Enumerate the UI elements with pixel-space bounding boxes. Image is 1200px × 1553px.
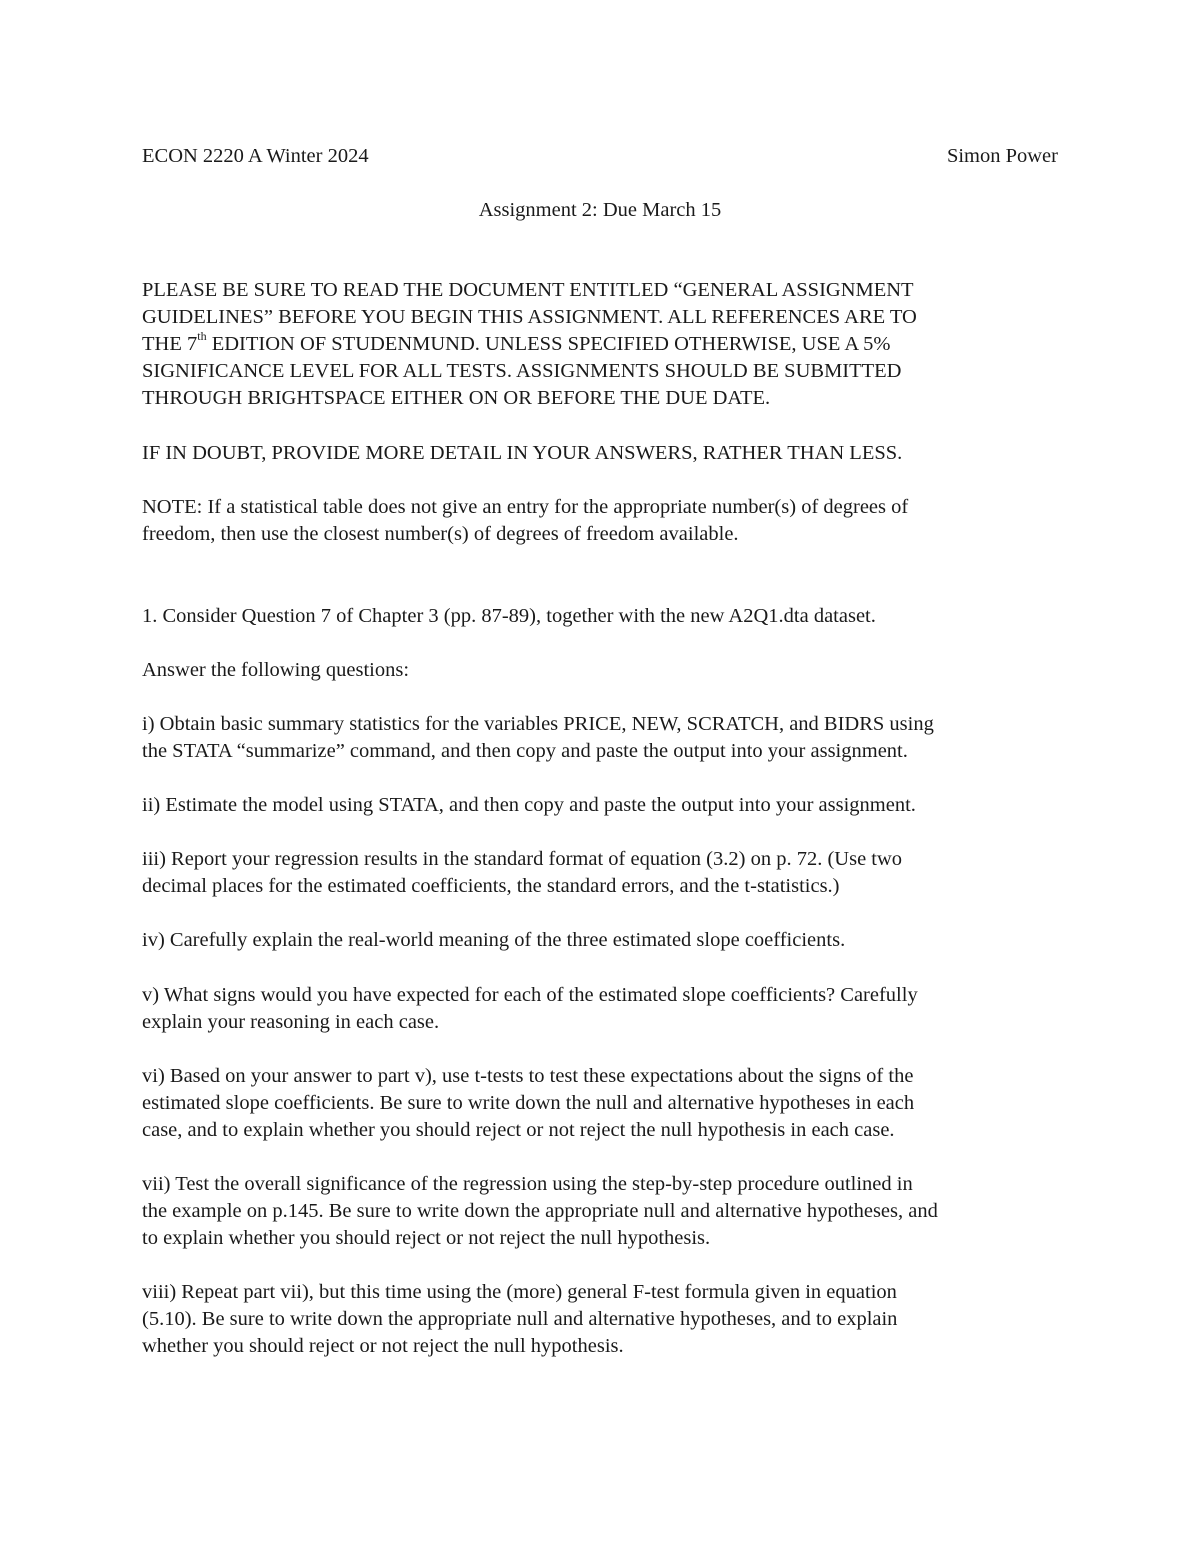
part-line: ii) Estimate the model using STATA, and then copy and paste the output into your assignment. xyxy=(142,794,916,816)
question-part xyxy=(142,846,1062,900)
question-part xyxy=(142,1063,1062,1144)
part-line: iv) Carefully explain the real-world meaning of the three estimated slope coefficients. xyxy=(142,929,846,951)
question-part xyxy=(142,792,1062,819)
document-header xyxy=(142,143,1058,171)
guidelines-line: GUIDELINES” BEFORE YOU BEGIN THIS ASSIGNMENT. ALL REFERENCES ARE TO xyxy=(142,306,917,328)
part-line: (5.10). Be sure to write down the appropriate null and alternative hypotheses, and to explain xyxy=(142,1308,898,1330)
part-line: case, and to explain whether you should reject or not reject the null hypothesis in each case. xyxy=(142,1119,895,1141)
guidelines-line: SIGNIFICANCE LEVEL FOR ALL TESTS. ASSIGNMENTS SHOULD BE SUBMITTED xyxy=(142,360,902,382)
question-part xyxy=(142,1279,1062,1360)
guidelines-text: THE 7 xyxy=(142,333,198,355)
part-line: to explain whether you should reject or not reject the null hypothesis. xyxy=(142,1227,711,1249)
guidelines-paragraph xyxy=(142,277,1062,412)
part-line: whether you should reject or not reject the null hypothesis. xyxy=(142,1335,624,1357)
ordinal-suffix: th xyxy=(197,329,207,344)
part-line: the example on p.145. Be sure to write down the appropriate null and alternative hypotheses, and xyxy=(142,1200,938,1222)
part-line: the STATA “summarize” command, and then copy and paste the output into your assignment. xyxy=(142,740,908,762)
note-line: freedom, then use the closest number(s) of degrees of freedom available. xyxy=(142,523,739,545)
question-1-intro: 1. Consider Question 7 of Chapter 3 (pp. 87-89), together with the new A2Q1.dta dataset. xyxy=(142,605,876,627)
note-line: NOTE: If a statistical table does not give an entry for the appropriate number(s) of degrees of xyxy=(142,496,909,518)
part-line: vii) Test the overall significance of the regression using the step-by-step procedure outlined in xyxy=(142,1173,913,1195)
part-line: i) Obtain basic summary statistics for the variables PRICE, NEW, SCRATCH, and BIDRS using xyxy=(142,713,934,735)
question-part xyxy=(142,711,1062,765)
part-line: iii) Report your regression results in the standard format of equation (3.2) on p. 72. (Use two xyxy=(142,848,903,870)
author-name: Simon Power xyxy=(946,145,1058,167)
question-1-prompt: Answer the following questions: xyxy=(142,659,410,681)
part-line: estimated slope coefficients. Be sure to write down the null and alternative hypotheses in each xyxy=(142,1092,915,1114)
guidelines-line xyxy=(142,331,1062,358)
course-code: ECON 2220 A Winter 2024 xyxy=(142,145,369,167)
part-line: decimal places for the estimated coefficients, the standard errors, and the t-statistics.) xyxy=(142,875,840,897)
part-line: v) What signs would you have expected for each of the estimated slope coefficients? Carefully xyxy=(142,984,918,1006)
part-line: explain your reasoning in each case. xyxy=(142,1011,440,1033)
question-part xyxy=(142,982,1062,1036)
doubt-note: IF IN DOUBT, PROVIDE MORE DETAIL IN YOUR ANSWERS, RATHER THAN LESS. xyxy=(142,442,903,464)
guidelines-line: THROUGH BRIGHTSPACE EITHER ON OR BEFORE THE DUE DATE. xyxy=(142,387,771,409)
question-part xyxy=(142,927,1062,954)
assignment-title: Assignment 2: Due March 15 xyxy=(478,199,722,221)
guidelines-line: PLEASE BE SURE TO READ THE DOCUMENT ENTITLED “GENERAL ASSIGNMENT xyxy=(142,279,914,301)
degrees-of-freedom-note xyxy=(142,494,1062,548)
question-part xyxy=(142,1171,1062,1252)
guidelines-text: EDITION OF STUDENMUND. UNLESS SPECIFIED OTHERWISE, USE A 5% xyxy=(206,333,891,355)
part-line: viii) Repeat part vii), but this time using the (more) general F-test formula given in equation xyxy=(142,1281,897,1303)
part-line: vi) Based on your answer to part v), use t-tests to test these expectations about the signs of the xyxy=(142,1065,914,1087)
